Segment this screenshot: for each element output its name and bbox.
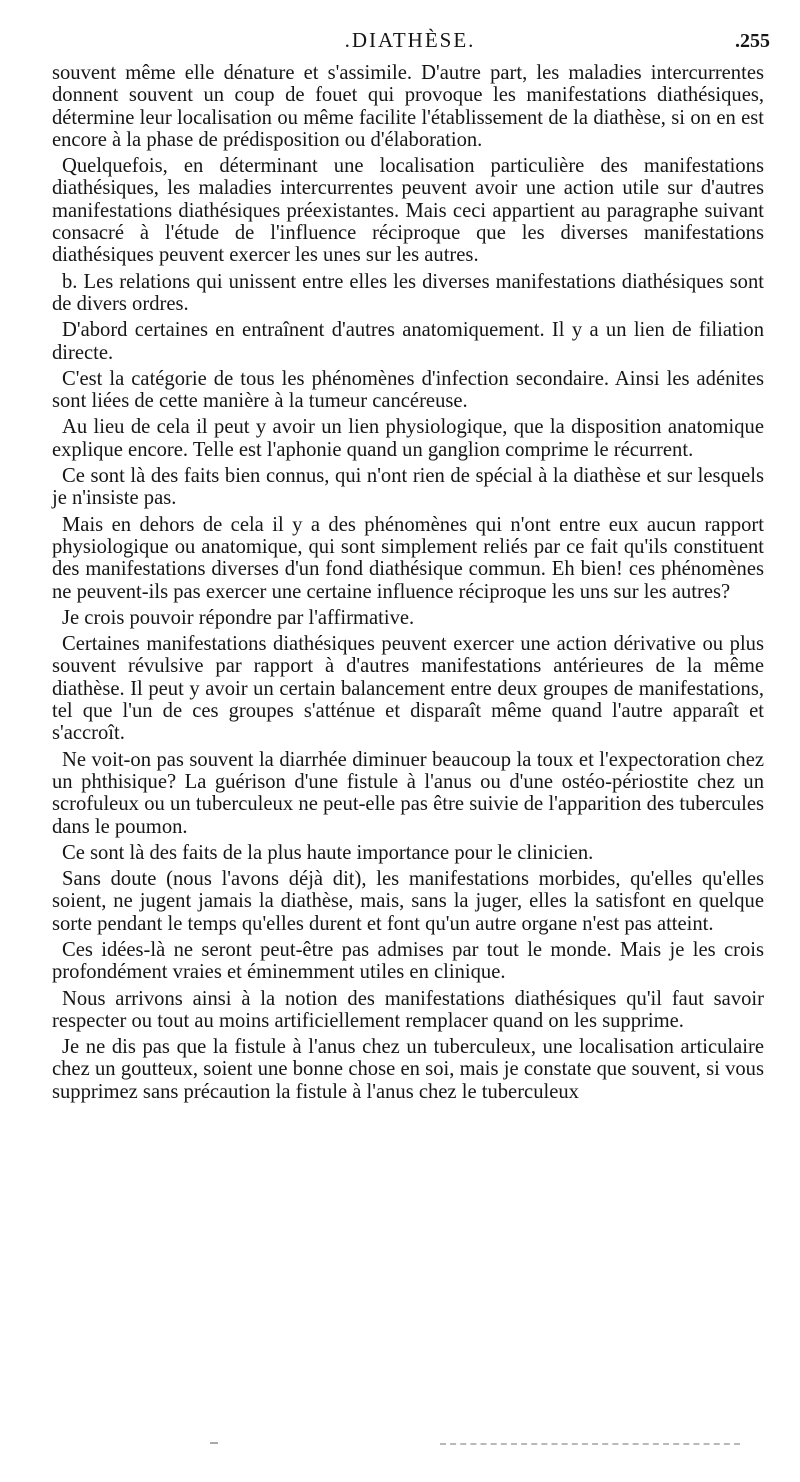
paragraph: Je ne dis pas que la fistule à l'anus chez un tuberculeux, une localisation articulaire chez un goutteux, soient une bonne chose en soi, mais je constate que souvent, si vous supprimez sans précaution la fistule à l'anus chez le tuberculeux <box>52 1036 764 1103</box>
scan-mark <box>210 1442 218 1444</box>
paragraph: Sans doute (nous l'avons déjà dit), les manifestations morbides, qu'elles qu'elles soient, ne jugent jamais la diathèse, mais, sans la juger, elles la satisfont en quelque sorte pendant le temps qu'elles durent et font qu'un autre organe n'est pas atteint. <box>52 868 764 935</box>
paragraph: Au lieu de cela il peut y avoir un lien physiologique, que la disposition anatomique explique encore. Telle est l'aphonie quand un ganglion comprime le récurrent. <box>52 416 764 461</box>
paragraph: Nous arrivons ainsi à la notion des manifestations diathésiques qu'il faut savoir respecter ou tout au moins artificiellement remplacer quand on les supprime. <box>52 987 764 1032</box>
paragraph: Mais en dehors de cela il y a des phénomènes qui n'ont entre eux aucun rapport physiologique ou anatomique, qui sont simplement reliés par ce fait qu'ils constituent des manifestations diverses d'un fond diathésique commun. Eh bien! ces phénomènes ne peuvent-ils pas exercer une certaine influence réciproque les uns sur les autres? <box>52 513 764 603</box>
paragraph: Ce sont là des faits bien connus, qui n'ont rien de spécial à la diathèse et sur lesquels je n'insiste pas. <box>52 465 764 510</box>
paragraph: C'est la catégorie de tous les phénomènes d'infection secondaire. Ainsi les adénites sont liées de cette manière à la tumeur cancéreuse. <box>52 367 764 413</box>
paragraph: Ce sont là des faits de la plus haute importance pour le clinicien. <box>62 841 594 864</box>
paragraph: Ces idées-là ne seront peut-être pas admises par tout le monde. Mais je les crois profondément vraies et éminemment utiles en clinique. <box>52 938 764 984</box>
paragraph: souvent même elle dénature et s'assimile. D'autre part, les maladies intercurrentes donnent souvent un coup de fouet qui provoque les manifestations diathésiques, détermine leur localisation ou même facilite l'établissement de la diathèse, si on en est encore à la phase de prédisposition ou d'élaboration. <box>52 62 764 151</box>
paragraph: Certaines manifestations diathésiques peuvent exercer une action dérivative ou plus souvent révulsive par rapport à d'autres manifestations antérieures de la même diathèse. Il peut y avoir un certain balancement entre deux groupes de manifestations, tel que l'un de ces groupes s'atténue et disparaît même quand l'autre apparaît et s'accroît. <box>52 633 764 745</box>
paragraph: D'abord certaines en entraînent d'autres anatomiquement. Il y a un lien de filiation directe. <box>52 319 764 364</box>
paragraph: b. Les relations qui unissent entre elles les diverses manifestations diathésiques sont de divers ordres. <box>52 270 764 315</box>
running-title: .DIATHÈSE. <box>344 28 476 52</box>
footer-rule <box>440 1443 740 1447</box>
paragraph: Ne voit-on pas souvent la diarrhée diminuer beaucoup la toux et l'expectoration chez un phthisique? La guérison d'une fistule à l'anus ou d'une ostéo-périostite chez un scrofuleux ou un tuberculeux ne peut-elle pas être suivie de l'apparition des tubercules dans le poumon. <box>52 748 764 838</box>
page-header <box>50 28 770 62</box>
body-text <box>52 62 764 1107</box>
paragraph: Je crois pouvoir répondre par l'affirmative. <box>62 606 415 629</box>
paragraph: Quelquefois, en déterminant une localisation particulière des manifestations diathésiques, les maladies intercurrentes peuvent avoir une action utile sur d'autres manifestations diathésiques préexistantes. Mais ceci appartient au paragraphe suivant consacré à l'étude de l'influence réciproque que les diverses manifestations diathésiques peuvent exercer les unes sur les autres. <box>52 155 764 267</box>
page-number: .255 <box>735 30 770 52</box>
